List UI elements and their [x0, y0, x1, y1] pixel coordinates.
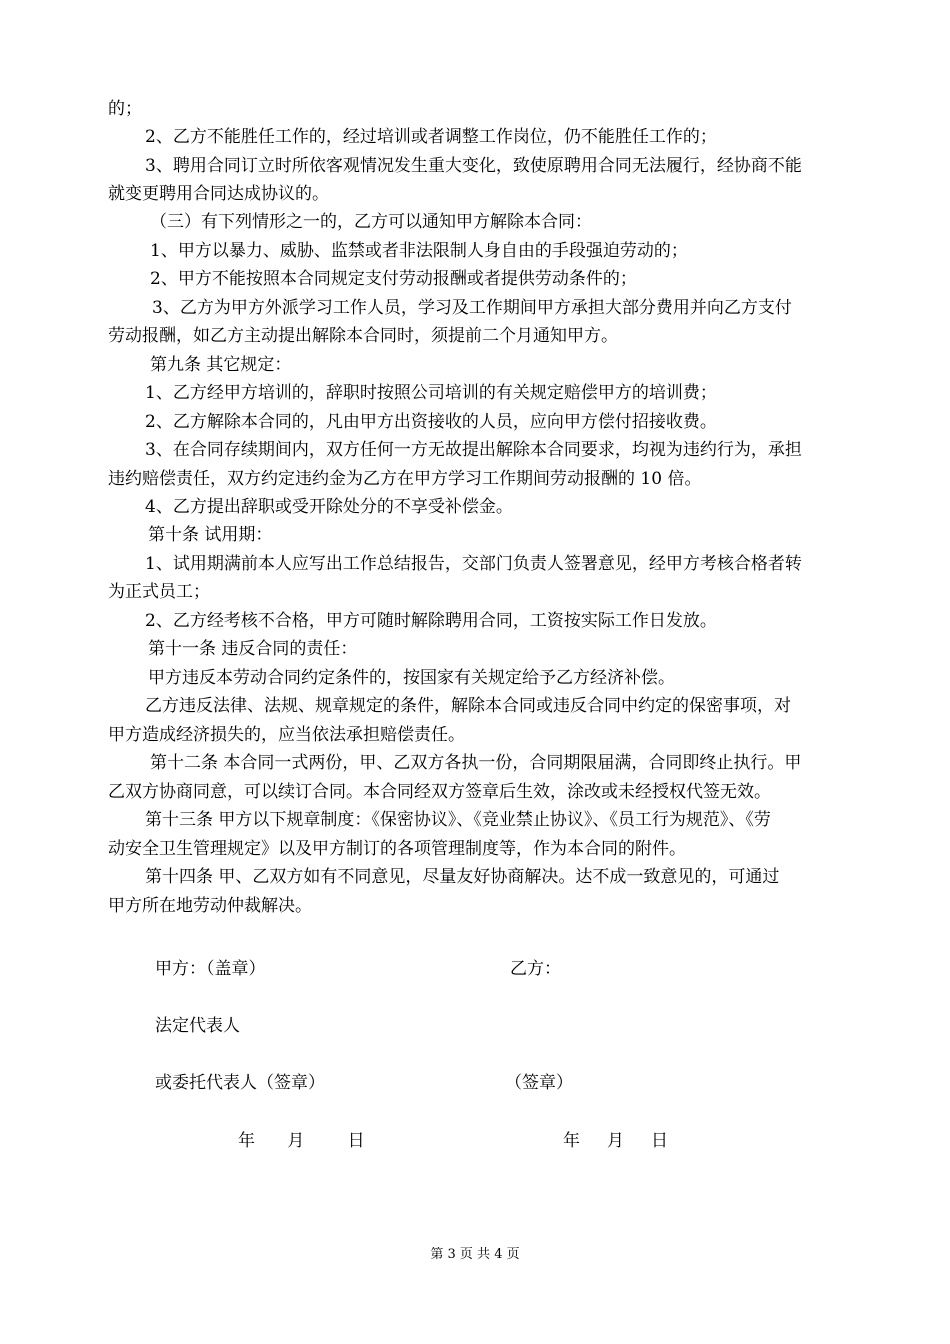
text-line: 第十四条 甲、乙双方如有不同意见，尽量友好协商解决。达不成一致意见的，可通过: [145, 867, 780, 887]
text-line: 就变更聘用合同达成协议的。: [108, 184, 329, 204]
text-line: 3、聘用合同订立时所依客观情况发生重大变化，致使原聘用合同无法履行，经协商不能: [145, 156, 802, 176]
text-line: 2、甲方不能按照本合同规定支付劳动报酬或者提供劳动条件的；: [150, 269, 637, 289]
text-line: 甲方违反本劳动合同约定条件的，按国家有关规定给予乙方经济补偿。: [148, 668, 675, 688]
text-line: 3、在合同存续期间内，双方任何一方无故提出解除本合同要求，均视为违约行为，承担: [145, 440, 802, 460]
text-line: 违约赔偿责任，双方约定违约金为乙方在甲方学习工作期间劳动报酬的 10 倍。: [108, 469, 702, 489]
text-line: 4、乙方提出辞职或受开除处分的不享受补偿金。: [145, 497, 513, 517]
text-line: 第十二条 本合同一式两份，甲、乙双方各执一份，合同期限届满，合同即终止执行。甲: [150, 753, 802, 773]
entrusted-representative-label: 或委托代表人（签章）: [155, 1073, 325, 1093]
text-line: 为正式员工；: [108, 582, 210, 602]
text-line: 第九条 其它规定：: [150, 355, 292, 375]
text-line: 3、乙方为甲方外派学习工作人员，学习及工作期间甲方承担大部分费用并向乙方支付: [152, 298, 792, 318]
party-b-sign-label: （签章）: [505, 1073, 573, 1093]
text-line: 1、乙方经甲方培训的，辞职时按照公司培训的有关规定赔偿甲方的培训费；: [145, 383, 717, 403]
text-line: 2、乙方不能胜任工作的，经过培训或者调整工作岗位，仍不能胜任工作的；: [145, 127, 717, 147]
text-line: 甲方所在地劳动仲裁解决。: [108, 896, 312, 916]
text-line: 第十一条 违反合同的责任：: [148, 639, 358, 659]
text-line: 2、乙方经考核不合格，甲方可随时解除聘用合同，工资按实际工作日发放。: [145, 611, 717, 631]
text-line: 2、乙方解除本合同的，凡由甲方出资接收的人员，应向甲方偿付招接收费。: [145, 412, 717, 432]
legal-representative-label: 法定代表人: [155, 1016, 240, 1036]
party-a-seal-label: 甲方：（盖章）: [155, 959, 266, 979]
text-line: 劳动报酬，如乙方主动提出解除本合同时，须提前二个月通知甲方。: [108, 326, 618, 346]
text-line: （三）有下列情形之一的，乙方可以通知甲方解除本合同：: [150, 212, 592, 232]
text-line: 甲方造成经济损失的，应当依法承担赔偿责任。: [108, 725, 465, 745]
text-line: 乙方违反法律、法规、规章规定的条件，解除本合同或违反合同中约定的保密事项，对: [145, 696, 791, 716]
date-line-party-b: 年 月 日: [563, 1131, 669, 1151]
text-line: 的；: [108, 99, 142, 119]
text-line: 1、试用期满前本人应写出工作总结报告，交部门负责人签署意见，经甲方考核合格者转: [145, 554, 802, 574]
text-line: 乙双方协商同意，可以续订合同。本合同经双方签章后生效，涂改或未经授权代签无效。: [108, 782, 771, 802]
text-line: 1、甲方以暴力、威胁、监禁或者非法限制人身自由的手段强迫劳动的；: [150, 241, 688, 261]
date-line-party-a: 年 月 日: [238, 1131, 365, 1151]
page-footer: 第 3 页 共 4 页: [430, 1247, 520, 1262]
text-line: 第十三条 甲方以下规章制度：《保密协议》、《竞业禁止协议》、《员工行为规范》、《劳: [145, 810, 771, 830]
text-line: 第十条 试用期：: [148, 525, 273, 545]
party-b-label: 乙方：: [510, 959, 561, 979]
text-line: 动安全卫生管理规定》以及甲方制订的各项管理制度等，作为本合同的附件。: [108, 839, 686, 859]
